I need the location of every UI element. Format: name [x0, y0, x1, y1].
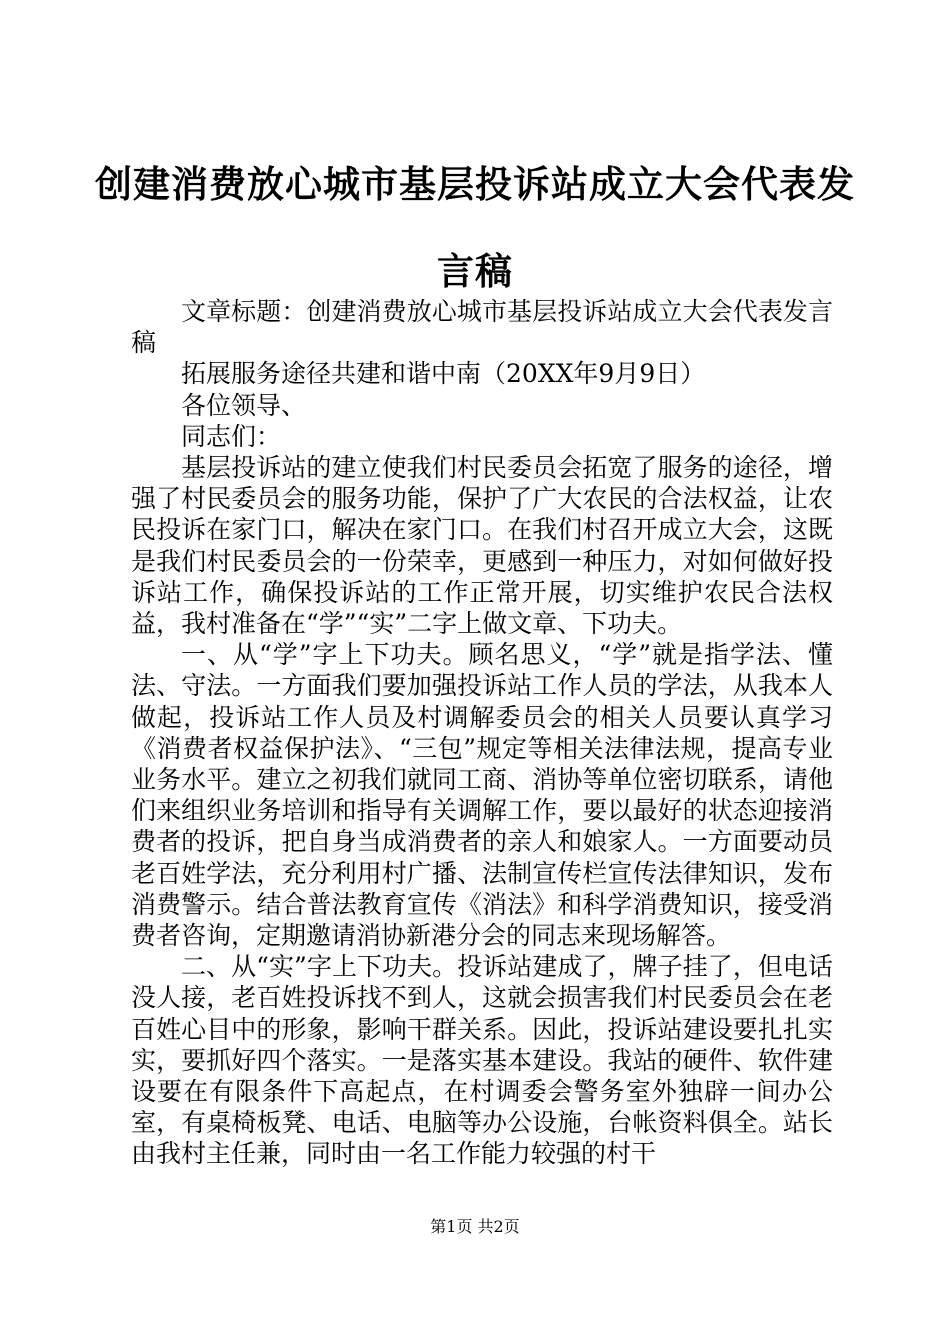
document-title-line-1: 创建消费放心城市基层投诉站成立大会代表发 [95, 162, 855, 206]
page-footer: 第1页 共2页 [430, 1217, 520, 1236]
paragraph-introduction: 基层投诉站的建立使我们村民委员会拓宽了服务的途径，增强了村民委员会的服务功能，保护了广大农民的合法权益，让农民投诉在家门口，解决在家门口。在我们村召开成立大会，这既是我们村民委员会的一份荣幸，更感到一种压力，对如何做好投诉站工作，确保投诉站的工作正常开展，切实维护农民合法权益，我村准备在“学”“实”二字上做文章、下功夫。 [131, 453, 833, 639]
paragraph-section-study: 一、从“学”字上下功夫。顾名思义，“学”就是指学法、懂法、守法。一方面我们要加强投诉站工作人员的学法，从我本人做起，投诉站工作人员及村调解委员会的相关人员要认真学习《消费者权益保护法》、“三包”规定等相关法律法规，提高专业业务水平。建立之初我们就同工商、消协等单位密切联系，请他们来组织业务培训和指导有关调解工作，要以最好的状态迎接消费者的投诉，把自身当成消费者的亲人和娘家人。一方面要动员老百姓学法，充分利用村广播、法制宣传栏宣传法律知识，发布消费警示。结合普法教育宣传《消法》和科学消费知识，接受消费者咨询，定期邀请消协新港分会的同志来现场解答。 [131, 640, 833, 951]
paragraph-salutation-leaders: 各位领导、 [181, 390, 307, 420]
paragraph-salutation-comrades: 同志们： [181, 421, 282, 451]
document-title-line-2: 言稿 [437, 249, 513, 293]
paragraph-subtitle: 拓展服务途径共建和谐中南（20XX年9月9日） [181, 359, 706, 389]
document-body [131, 296, 833, 1170]
paragraph-section-practice: 二、从“实”字上下功夫。投诉站建成了，牌子挂了，但电话没人接，老百姓投诉找不到人，这就会损害我们村民委员会在老百姓心目中的形象，影响干群关系。因此，投诉站建设要扎扎实实，要抓好四个落实。一是落实基本建设。我站的硬件、软件建设要在有限条件下高起点，在村调委会警务室外独辟一间办公室，有桌椅板凳、电话、电脑等办公设施，台帐资料俱全。站长由我村主任兼，同时由一名工作能力较强的村干 [131, 952, 833, 1169]
paragraph-article-title: 文章标题：创建消费放心城市基层投诉站成立大会代表发言稿 [131, 297, 833, 358]
